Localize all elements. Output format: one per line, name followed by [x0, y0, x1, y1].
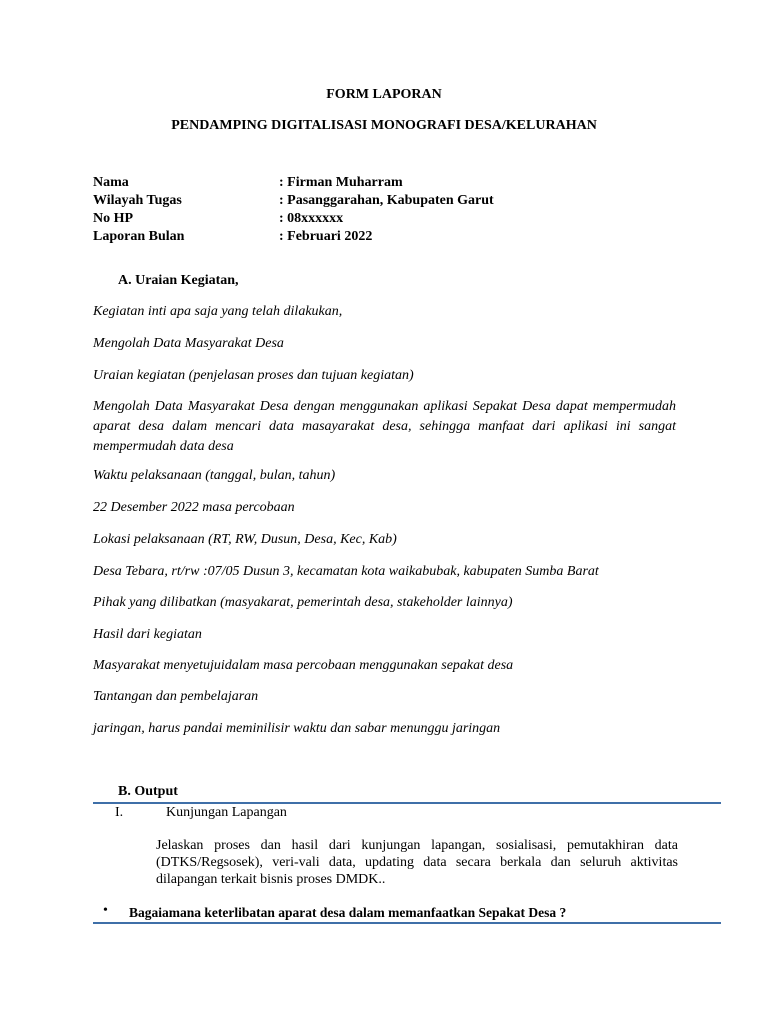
info-row-wilayah [93, 192, 494, 210]
section-divider [93, 802, 721, 804]
info-row-bulan [93, 228, 494, 246]
section-a-heading: A. Uraian Kegiatan, [118, 273, 239, 288]
output-item-title: Kunjungan Lapangan [166, 805, 287, 820]
section-a-line: 22 Desember 2022 masa percobaan [93, 500, 295, 515]
section-a-line: Tantangan dan pembelajaran [93, 689, 259, 704]
info-label: Nama [93, 175, 129, 190]
section-a-line: Waktu pelaksanaan (tanggal, bulan, tahun) [93, 468, 336, 483]
info-value: : 08xxxxxx [279, 211, 344, 226]
section-a-line: Mengolah Data Masyarakat Desa [93, 336, 284, 351]
info-value: : Firman Muharram [279, 175, 403, 190]
identity-block [93, 174, 494, 246]
info-label: Laporan Bulan [93, 229, 185, 244]
output-item-text: Jelaskan proses dan hasil dari kunjungan lapangan, sosialisasi, pemutakhiran data (DTKS/Regsosek), veri-vali data, updating data secara berkala dan seluruh aktivitas dilapangan terkait bisnis proses DMDK.. [156, 838, 678, 887]
section-a-line: Masyarakat menyetujuidalam masa percobaan menggunakan sepakat desa [93, 658, 514, 673]
section-a-line: Desa Tebara, rt/rw :07/05 Dusun 3, kecamatan kota waikabubak, kabupaten Sumba Barat [93, 564, 599, 579]
info-value: : Pasanggarahan, Kabupaten Garut [279, 193, 494, 208]
form-title: FORM LAPORAN [326, 87, 442, 102]
info-row-nohp [93, 210, 494, 228]
info-label: Wilayah Tugas [93, 193, 182, 208]
info-row-nama [93, 174, 494, 192]
output-item-number: I. [115, 805, 124, 820]
section-a-paragraph: Mengolah Data Masyarakat Desa dengan menggunakan aplikasi Sepakat Desa dapat mempermudah aparat desa dalam mencari data masayarakat desa, sehingga manfaat dari aplikasi ini sangat mempermudah data desa [93, 399, 676, 454]
section-a-line: jaringan, harus pandai meminilisir waktu dan sabar menunggu jaringan [93, 721, 501, 736]
bullet-divider [93, 922, 721, 924]
info-value: : Februari 2022 [279, 229, 373, 244]
info-label: No HP [93, 211, 134, 226]
bullet-question: Bagaiamana keterlibatan aparat desa dalam memanfaatkan Sepakat Desa ? [129, 905, 567, 920]
bullet-icon: • [103, 903, 108, 918]
section-a-line: Uraian kegiatan (penjelasan proses dan tujuan kegiatan) [93, 368, 414, 383]
form-subtitle: PENDAMPING DIGITALISASI MONOGRAFI DESA/KELURAHAN [171, 118, 597, 133]
section-a-line: Kegiatan inti apa saja yang telah dilakukan, [93, 304, 343, 319]
section-a-line: Pihak yang dilibatkan (masyakarat, pemerintah desa, stakeholder lainnya) [93, 595, 513, 610]
section-b-heading: B. Output [118, 784, 178, 799]
section-a-line: Lokasi pelaksanaan (RT, RW, Dusun, Desa, Kec, Kab) [93, 532, 397, 547]
section-a-line: Hasil dari kegiatan [93, 627, 202, 642]
